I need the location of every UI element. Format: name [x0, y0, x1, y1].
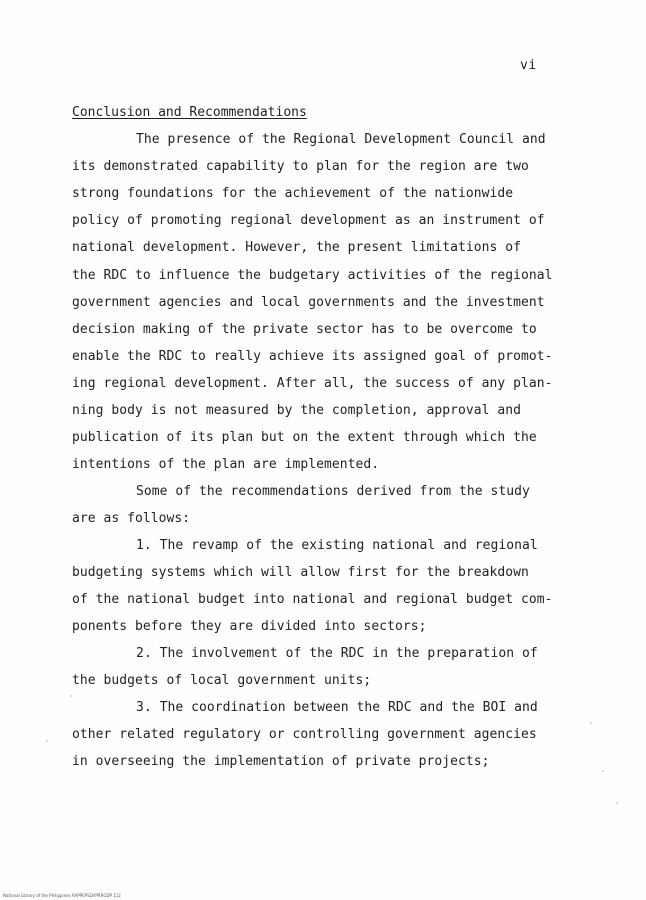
text-line: national development. However, the present limitations of	[72, 240, 521, 255]
text-line: ponents before they are divided into sectors;	[72, 619, 427, 634]
text-line: intentions of the plan are implemented.	[72, 457, 380, 472]
text-line: are as follows:	[72, 511, 191, 526]
text-line: Some of the recommendations derived from the study	[136, 484, 530, 499]
scan-speck	[616, 802, 618, 804]
text-line: The presence of the Regional Development Council and	[136, 132, 546, 147]
text-line: 1. The revamp of the existing national and regional	[136, 538, 538, 553]
text-line: 3. The coordination between the RDC and the BOI and	[136, 700, 538, 715]
text-line: ning body is not measured by the completion, approval and	[72, 403, 521, 418]
scan-speck	[602, 770, 604, 772]
text-line: publication of its plan but on the extent through which the	[72, 430, 537, 445]
scan-speck	[46, 740, 48, 742]
text-line: 2. The involvement of the RDC in the preparation of	[136, 646, 538, 661]
text-line: of the national budget into national and regional budget com-	[72, 592, 553, 607]
section-heading: Conclusion and Recommendations	[72, 105, 307, 120]
text-line: decision making of the private sector has to be overcome to	[72, 322, 537, 337]
text-line: the budgets of local government units;	[72, 673, 372, 688]
scan-speck	[590, 722, 592, 724]
page-number: vi	[520, 58, 537, 73]
text-line: strong foundations for the achievement of the nationwide	[72, 186, 514, 201]
text-line: enable the RDC to really achieve its assigned goal of promot-	[72, 349, 553, 364]
text-line: ing regional development. After all, the success of any plan-	[72, 376, 553, 391]
text-line: other related regulatory or controlling government agencies	[72, 727, 537, 742]
text-line: in overseeing the implementation of private projects;	[72, 754, 490, 769]
text-line: the RDC to influence the budgetary activities of the regional	[72, 268, 553, 283]
scan-footer: National Library of the Philippines RAPPEPSDVPRRGDP 112	[3, 893, 121, 898]
text-line: budgeting systems which will allow first for the breakdown	[72, 565, 529, 580]
text-line: government agencies and local governments and the investment	[72, 295, 545, 310]
text-line: policy of promoting regional development as an instrument of	[72, 213, 545, 228]
text-line: its demonstrated capability to plan for the region are two	[72, 159, 529, 174]
scan-speck	[70, 695, 72, 697]
